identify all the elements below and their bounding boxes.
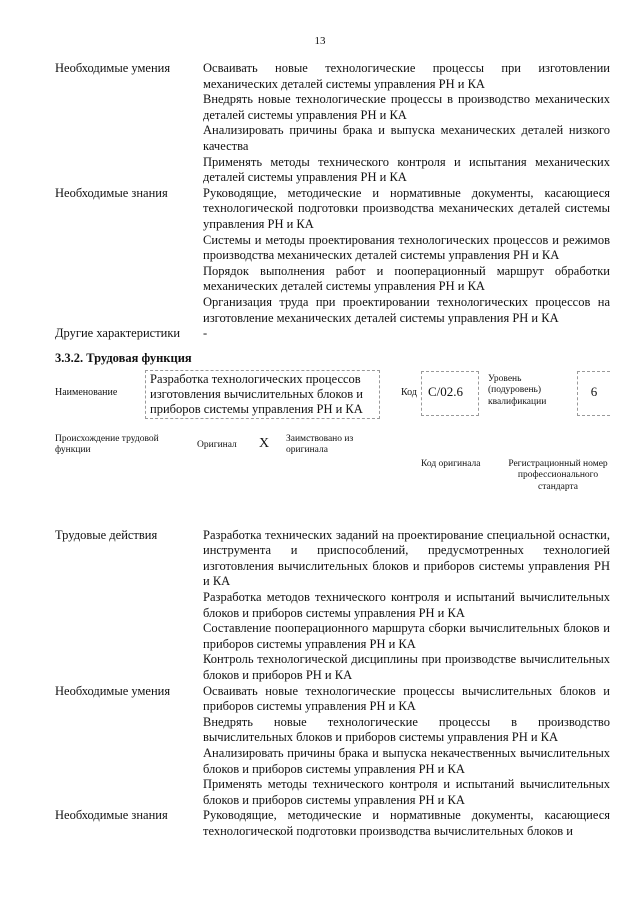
row-content [203,186,610,326]
list-item: Осваивать новые технологические процессы при изготовлении механических деталей системы управления РН и КА [203,61,610,91]
code-box: С/02.6 [421,371,479,416]
top-section [0,61,640,342]
bottom-section [0,528,640,840]
list-item: Составление пооперационного маршрута сборки вычислительных блоков и приборов системы управления РН и КА [203,621,610,651]
list-item: Организация труда при проектировании технологических процессов на изготовление механических деталей системы управления РН и КА [203,294,610,325]
code-label: Код [401,386,417,398]
list-item: Руководящие, методические и нормативные документы, касающиеся технологической подготовки производства вычислительных блоков и [203,808,610,838]
list-item: Руководящие, методические и нормативные документы, касающиеся технологической подготовки производства механических деталей системы управления РН и КА [203,185,610,231]
name-label: Наименование [55,386,118,398]
level-label: Уровень (подуровень) квалификации [488,373,547,407]
origin-label: Происхождение трудовой функции [55,433,159,456]
row-content [203,528,610,684]
page-number: 13 [314,35,326,47]
list-item: Контроль технологической дисциплины при производстве вычислительных блоков и приборов РН и КА [203,652,610,683]
list-item: Разработка методов технического контроля и испытаний вычислительных блоков и приборов системы управления РН и КА [203,590,610,620]
row-label: Необходимые умения [55,683,171,698]
function-table [0,370,640,522]
original-code-label: Код оригинала [421,458,481,469]
row-content [203,684,610,809]
row-content [203,61,610,186]
row-knowledge [55,186,610,326]
row-value: - [203,326,208,341]
page-flow [0,61,640,840]
row-skills [55,684,610,809]
row-content [203,326,610,342]
level-box: 6 [577,371,610,416]
list-item: Анализировать причины брака и выпуска механических деталей низкого качества [203,123,610,153]
origin-borrowed: Заимствовано из оригинала [286,433,354,456]
row-label: Другие характеристики [55,326,181,341]
list-item: Внедрять новые технологические процессы в производство вычислительных блоков и приборов системы управления РН и КА [203,714,610,745]
row-other [55,326,610,342]
list-item: Внедрять новые технологические процессы в производство механических деталей системы управления РН и КА [203,92,610,122]
function-name-box: Разработка технологических процессов изготовления вычислительных блоков и приборов системы управления РН и КА [145,370,380,419]
row-actions [55,528,610,684]
origin-original: Оригинал [197,439,237,450]
row-label: Трудовые действия [55,527,158,542]
row-label: Необходимые умения [55,61,171,75]
row-skills [55,61,610,186]
list-item: Применять методы технического контроля и испытания механических деталей системы управления РН и КА [203,154,610,185]
row-knowledge [55,808,610,839]
list-item: Анализировать причины брака и выпуска некачественных вычислительных блоков и приборов системы управления РН и КА [203,746,610,776]
reg-number-label: Регистрационный номер профессионального стандарта [508,458,608,492]
list-item: Системы и методы проектирования технологических процессов и режимов производства механических деталей системы управления РН и КА [203,232,610,263]
row-content [203,808,610,839]
list-item: Осваивать новые технологические процессы вычислительных блоков и приборов системы управления РН и КА [203,683,610,714]
list-item: Разработка технических заданий на проектирование специальной оснастки, инструмента и приспособлений, предусмотренных технологией изготовления вычислительных блоков и приборов системы управления РН и КА [203,527,610,589]
row-label: Необходимые знания [55,808,168,823]
section-title: 3.3.2. Трудовая функция [55,350,192,365]
origin-mark: X [259,435,270,451]
list-item: Применять методы технического контроля и испытаний вычислительных блоков и приборов системы управления РН и КА [203,777,610,807]
row-label: Необходимые знания [55,185,168,200]
list-item: Порядок выполнения работ и пооперационный маршрут обработки механических деталей системы управления РН и КА [203,263,610,294]
